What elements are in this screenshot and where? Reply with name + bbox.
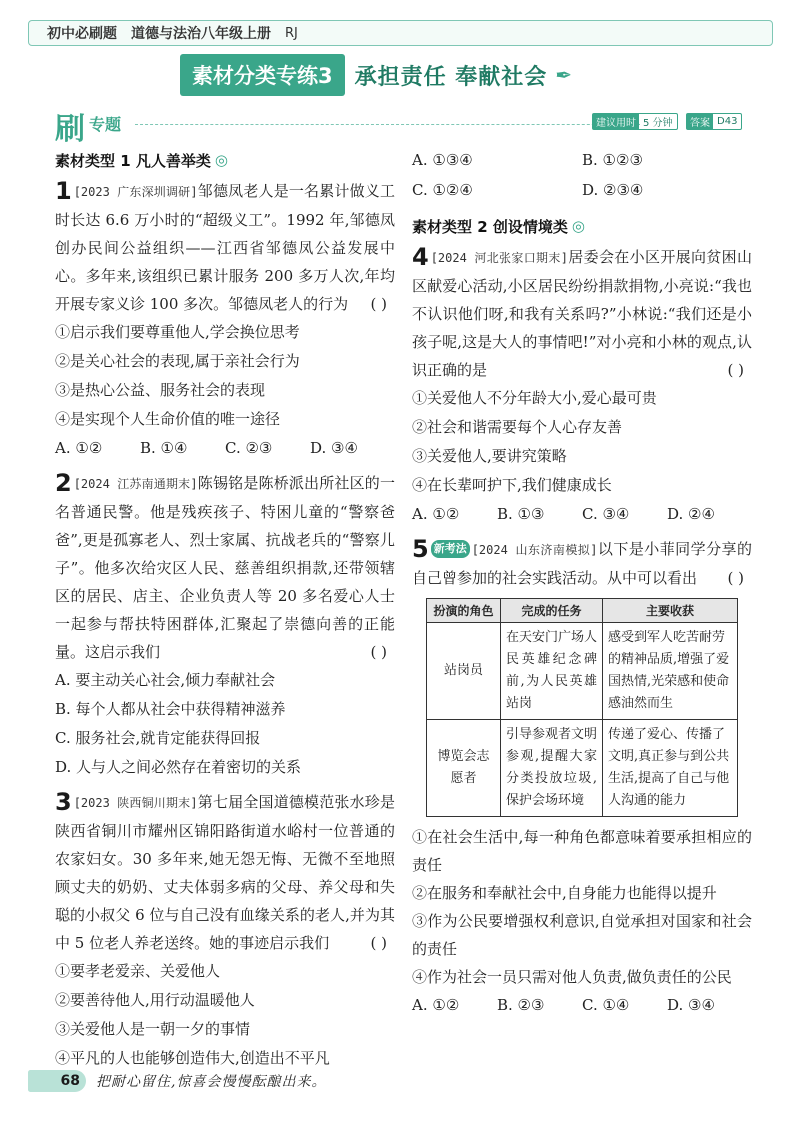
question-stem: 第七届全国道德模范张水珍是陕西省铜川市耀州区锦阳路街道水峪村一位普通的农家妇女。30 多年来,她无怨无悔、无微不至地照顾丈夫的奶奶、丈夫体弱多病的父母、养父母和失聪的小叔父 6 位与自己没有血缘关系的老人,并为其中 5 位老人养老送终。她的事迹启示我们 xyxy=(55,793,395,952)
target-icon: ◎ xyxy=(571,217,585,235)
title-main: 承担责任 奉献社会 xyxy=(354,64,548,90)
edition: RJ xyxy=(285,25,298,41)
question-stem: 以下是小菲同学分享的自己曾参加的社会实践活动。从中可以看出 xyxy=(412,540,752,587)
book-name: 道德与法治八年级上册 xyxy=(131,26,271,42)
title-label: 素材分类专练3 xyxy=(180,54,345,96)
target-icon: ◎ xyxy=(214,151,228,169)
answer-value: D43 xyxy=(717,116,738,127)
right-column xyxy=(412,145,752,1020)
option-d[interactable]: D. ③④ xyxy=(310,439,358,457)
question-source: [2024 江苏南通期末] xyxy=(73,477,198,491)
question-3 xyxy=(55,788,395,957)
type1-heading xyxy=(55,149,395,171)
question-2 xyxy=(55,469,395,666)
type1-title: 素材类型 1 凡人善举类 xyxy=(55,151,211,170)
quill-icon: ✒ xyxy=(555,63,573,87)
question-source: [2023 广东深圳调研] xyxy=(73,185,198,199)
table-cell: 站岗员 xyxy=(427,623,501,720)
question-number: 2 xyxy=(55,469,72,497)
answer-blank[interactable]: ( ) xyxy=(727,569,744,587)
options-row xyxy=(412,175,752,205)
question-4 xyxy=(412,243,752,384)
footer xyxy=(28,1067,428,1095)
column-header: 完成的任务 xyxy=(501,599,603,623)
table-cell: 感受到军人吃苦耐劳的精神品质,增强了爱国热情,光荣感和使命感油然而生 xyxy=(603,623,738,720)
question-stem: 邹德凤老人是一名累计做义工时长达 6.6 万小时的“超级义工”。1992 年,邹德凤创办民间公益组织——江西省邹德凤公益发展中心。多年来,该组织已累计服务 200 多万人次,年均开展专家义诊 100 多次。邹德凤老人的行为 xyxy=(55,182,395,313)
answer-blank[interactable]: ( ) xyxy=(370,295,387,313)
time-value: 5 分钟 xyxy=(643,118,673,129)
question-number: 4 xyxy=(412,243,429,271)
question-5 xyxy=(412,535,752,592)
divider xyxy=(135,124,640,125)
option-a[interactable]: A. ①③④ xyxy=(412,151,473,169)
options-row xyxy=(412,500,752,529)
answer-blank[interactable]: ( ) xyxy=(370,643,387,661)
table-row xyxy=(427,623,738,720)
table-cell: 引导参观者文明参观,提醒大家分类投放垃圾,保护会场环境 xyxy=(501,720,603,817)
statement: ①要孝老爱亲、关爱他人 xyxy=(55,962,221,980)
option-a[interactable]: A. ①② xyxy=(412,996,460,1014)
statement: ③关爱他人,要讲究策略 xyxy=(412,447,567,465)
table-row xyxy=(427,720,738,817)
column-header: 扮演的角色 xyxy=(427,599,501,623)
question-source: [2023 陕西铜川期末] xyxy=(73,796,198,810)
option-d[interactable]: D. ②③④ xyxy=(582,181,644,199)
option-b[interactable]: B. 每个人都从社会中获得精神滋养 xyxy=(55,700,286,718)
statement: ④平凡的人也能够创造伟大,创造出不平凡 xyxy=(55,1049,330,1067)
option-d[interactable]: D. 人与人之间必然存在着密切的关系 xyxy=(55,758,302,776)
statement: ②是关心社会的表现,属于亲社会行为 xyxy=(55,352,300,370)
statement: ②社会和谐需要每个人心存友善 xyxy=(412,418,623,436)
option-c[interactable]: C. ③④ xyxy=(582,505,630,523)
options-row xyxy=(412,145,752,175)
series-name: 初中必刷题 xyxy=(47,26,117,42)
option-d[interactable]: D. ②④ xyxy=(667,505,715,523)
type2-title: 素材类型 2 创设情境类 xyxy=(412,217,568,236)
option-b[interactable]: B. ①②③ xyxy=(582,151,643,169)
option-c[interactable]: C. ①②④ xyxy=(412,181,473,199)
statement: ②要善待他人,用行动温暖他人 xyxy=(55,991,255,1009)
column-header: 主要收获 xyxy=(603,599,738,623)
new-method-badge: 新考法 xyxy=(431,540,470,558)
page-title xyxy=(180,55,572,95)
statement: ②在服务和奉献社会中,自身能力也能得以提升 xyxy=(412,884,717,902)
options-row xyxy=(412,991,752,1020)
table-cell: 传递了爱心、传播了文明,真正参与到公共生活,提高了自己与他人沟通的能力 xyxy=(603,720,738,817)
option-c[interactable]: C. ②③ xyxy=(225,439,273,457)
statement: ④作为社会一员只需对他人负责,做负责任的公民 xyxy=(412,968,732,986)
answer-blank[interactable]: ( ) xyxy=(727,361,744,379)
left-column xyxy=(55,145,395,1073)
answer-tag xyxy=(686,113,742,130)
options-row xyxy=(55,434,395,463)
question-stem: 居委会在小区开展向贫困山区献爱心活动,小区居民纷纷捐款捐物,小亮说:“我也不认识他们呀,和我有关系吗?”小林说:“我们还是小孩子呢,这是大人的事情吧!”对小亮和小林的观点,认识正确的是 xyxy=(412,248,752,379)
option-a[interactable]: A. ①② xyxy=(412,505,460,523)
option-a[interactable]: A. ①② xyxy=(55,439,103,457)
question-number: 3 xyxy=(55,788,72,816)
shua-glyph: 刷 xyxy=(55,112,85,147)
question-number: 1 xyxy=(55,177,72,205)
table-header-row xyxy=(427,599,738,623)
statement: ①在社会生活中,每一种角色都意味着要承担相应的责任 xyxy=(412,828,752,874)
question-source: [2024 河北张家口期末] xyxy=(430,251,568,265)
option-b[interactable]: B. ①④ xyxy=(140,439,188,457)
option-a[interactable]: A. 要主动关心社会,倾力奉献社会 xyxy=(55,671,276,689)
shua-sub: 专题 xyxy=(89,115,122,134)
question-stem: 陈锡铭是陈桥派出所社区的一名普通民警。他是残疾孩子、特困儿童的“警察爸爸”,更是孤寡老人、烈士家属、抗战老兵的“警察儿子”。他多次给灾区人民、慈善组织捐款,还带领辖区的居民、店主、企业负责人等 20 多名爱心人士一起参与帮扶特困群体,汇聚起了崇德向善的正能量。这启示我们 xyxy=(55,474,395,661)
option-d[interactable]: D. ③④ xyxy=(667,996,715,1014)
option-c[interactable]: C. 服务社会,就肯定能获得回报 xyxy=(55,729,261,747)
answer-label: 答案 xyxy=(687,114,713,129)
answer-blank[interactable]: ( ) xyxy=(370,934,387,952)
statement: ③关爱他人是一朝一夕的事情 xyxy=(55,1020,251,1038)
page-number: 68 xyxy=(28,1070,86,1092)
type2-heading xyxy=(412,215,752,237)
header-bar xyxy=(28,20,773,46)
option-b[interactable]: B. ②③ xyxy=(497,996,545,1014)
table-cell: 在天安门广场人民英雄纪念碑前,为人民英雄站岗 xyxy=(501,623,603,720)
statement: ④在长辈呵护下,我们健康成长 xyxy=(412,476,612,494)
section-header xyxy=(55,104,755,147)
statement: ①关爱他人不分年龄大小,爱心最可贵 xyxy=(412,389,657,407)
question-number: 5 xyxy=(412,535,429,563)
table-cell: 博览会志愿者 xyxy=(427,720,501,817)
option-c[interactable]: C. ①④ xyxy=(582,996,630,1014)
statement: ③作为公民要增强权利意识,自觉承担对国家和社会的责任 xyxy=(412,912,752,958)
option-b[interactable]: B. ①③ xyxy=(497,505,545,523)
statement: ④是实现个人生命价值的唯一途径 xyxy=(55,410,281,428)
question-1 xyxy=(55,177,395,318)
statement: ①启示我们要尊重他人,学会换位思考 xyxy=(55,323,300,341)
time-tag xyxy=(592,113,678,130)
question-source: [2024 山东济南模拟] xyxy=(471,543,598,557)
activity-table xyxy=(426,598,738,817)
statement: ③是热心公益、服务社会的表现 xyxy=(55,381,266,399)
footer-motto: 把耐心留住,惊喜会慢慢酝酿出来。 xyxy=(96,1074,327,1090)
time-label: 建议用时 xyxy=(593,114,639,129)
